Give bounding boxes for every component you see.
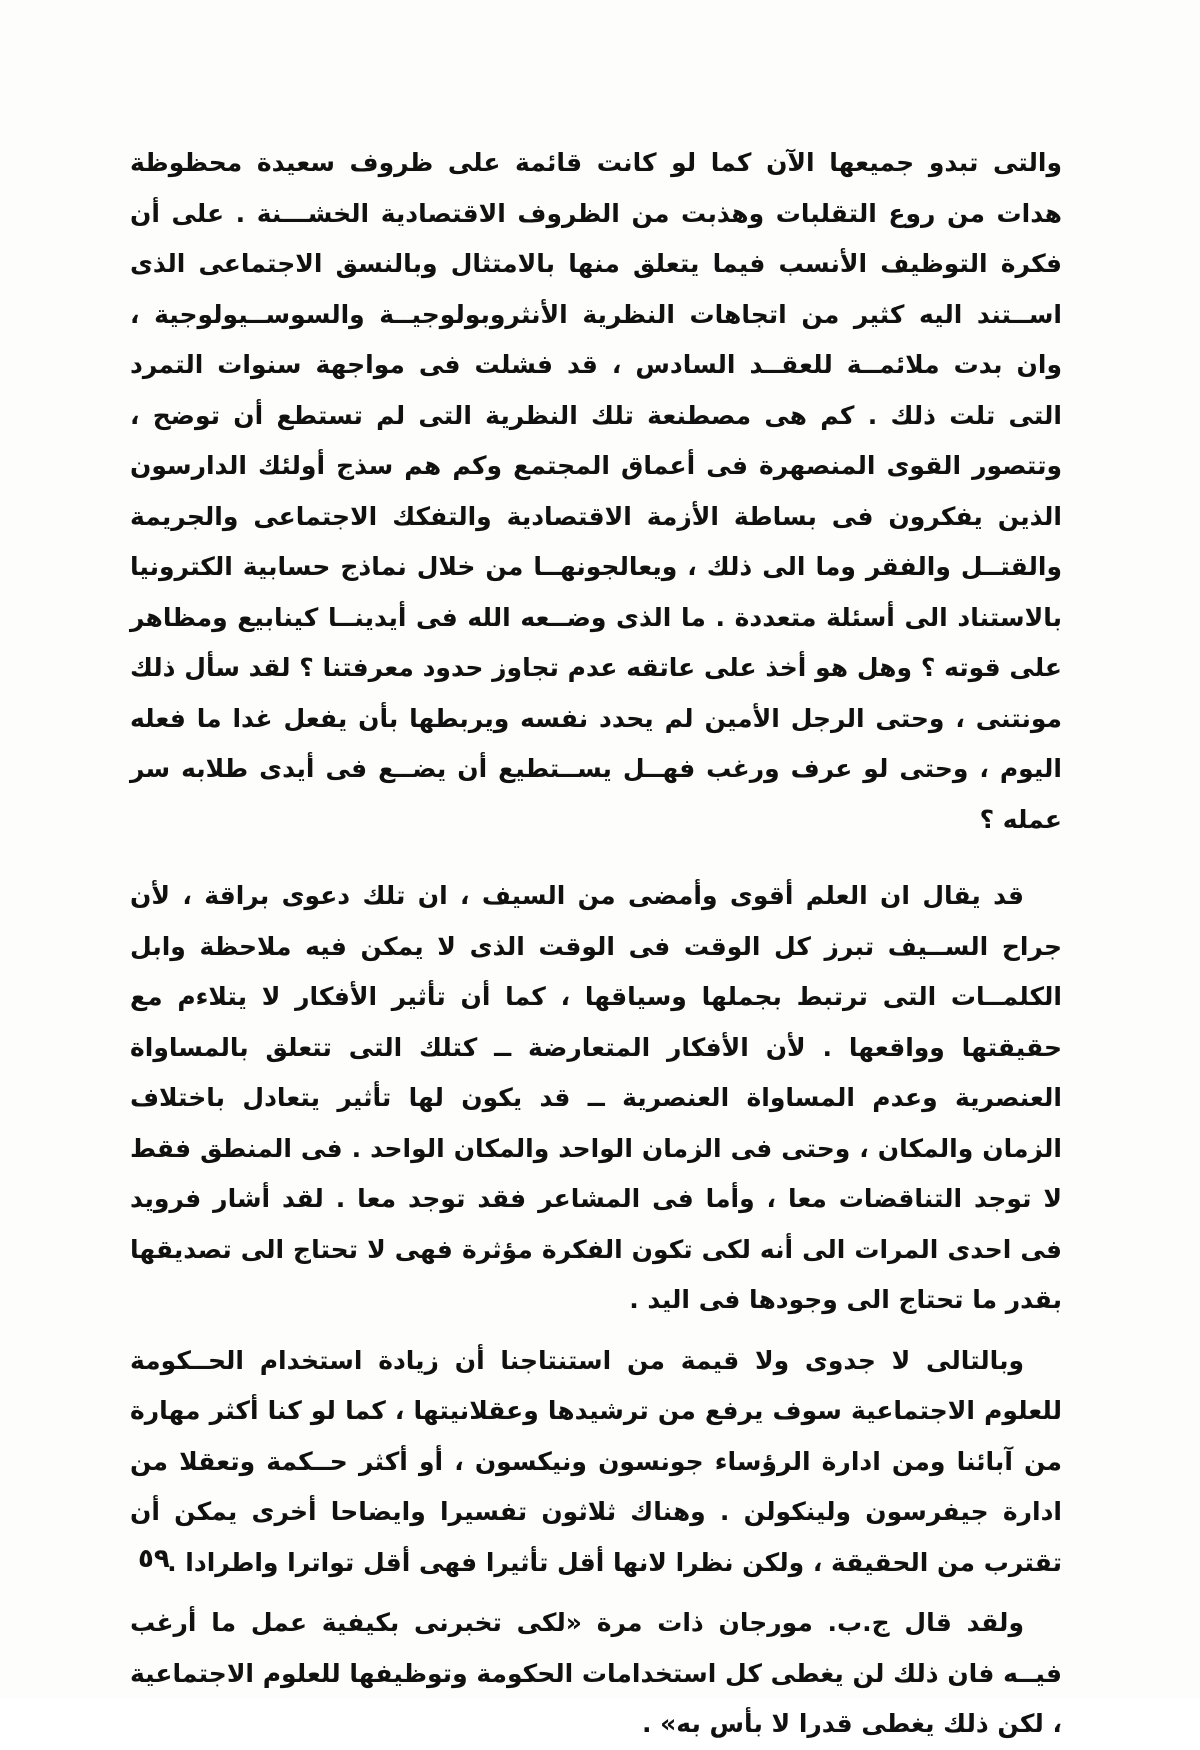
paragraph-3: وبالتالى لا جدوى ولا قيمة من استنتاجنا أن زيادة استخدام الحــكومة للعلوم الاجتماعية سوف يرفع من ترشيدها وعقلانيتها ، كما لو كنا أكثر مهارة من آبائنا ومن ادارة الرؤساء جونسون ونيكسون ، أو أكثر حــكمة وتعقلا من ادارة جيفرسون ولينكولن . وهناك ثلاثون تفسيرا وايضاحا أخرى يمكن أن تقترب من الحقيقة ، ولكن نظرا لانها أقل تأثيرا فهى أقل تواترا واطرادا . xyxy=(130,1345,1062,1577)
paragraph-1: والتى تبدو جميعها الآن كما لو كانت قائمة على ظروف سعيدة محظوظة هدات من روع التقلبات وهذبت من الظروف الاقتصادية الخشـــنة . على أن فكرة التوظيف الأنسب فيما يتعلق منها بالامتثال وبالنسق الاجتماعى الذى اســتند اليه كثير من اتجاهات النظرية الأنثروبولوجيــة والسوســيولوجية ، وان بدت ملائمــة للعقــد السادس ، قد فشلت فى مواجهة سنوات التمرد التى تلت ذلك . كم هى مصطنعة تلك النظرية التى لم تستطع أن توضح ، وتتصور القوى المنصهرة فى أعماق المجتمع وكم هم سذج أولئك الدارسون الذين يفكرون فى بساطة الأزمة الاقتصادية والتفكك الاجتماعى والجريمة والقتــل والفقر وما الى ذلك ، ويعالجونهــا من خلال نماذج حسابية الكترونيا بالاستناد الى أسئلة متعددة . ما الذى وضــعه الله فى أيدينــا كينابيع ومظاهر على قوته ؟ وهل هو أخذ على عاتقه عدم تجاوز حدود معرفتنا ؟ لقد سأل ذلك مونتنى ، وحتى الرجل الأمين لم يحدد نفسه ويربطها بأن يفعل غدا ما فعله اليوم ، وحتى لو عرف ورغب فهــل يســتطيع أن يضــع فى أيدى طلابه سر عمله ؟ xyxy=(130,148,1062,834)
body-text xyxy=(130,138,1062,1750)
paragraph-4: ولقد قال ج.ب. مورجان ذات مرة «لكى تخبرنى بكيفية عمل ما أرغب فيــه فان ذلك لن يغطى كل استخدامات الحكومة وتوظيفها للعلوم الاجتماعية ، لكن ذلك يغطى قدرا لا بأس به» . xyxy=(130,1608,1062,1738)
page-number: ٥٩ xyxy=(138,1544,170,1574)
paragraph-2: قد يقال ان العلم أقوى وأمضى من السيف ، ان تلك دعوى براقة ، لأن جراح الســيف تبرز كل الوقت فى الوقت الذى لا يمكن فيه ملاحظة وابل الكلمــات التى ترتبط بجملها وسياقها ، كما أن تأثير الأفكار لا يتلاءم مع حقيقتها وواقعها . لأن الأفكار المتعارضة ــ كتلك التى تتعلق بالمساواة العنصرية وعدم المساواة العنصرية ــ قد يكون لها تأثير يتعادل باختلاف الزمان والمكان ، وحتى فى الزمان الواحد والمكان الواحد . فى المنطق فقط لا توجد التناقضات معا ، وأما فى المشاعر فقد توجد معا . لقد أشار فرويد فى احدى المرات الى أنه لكى تكون الفكرة مؤثرة فهى لا تحتاج الى تصديقها بقدر ما تحتاج الى وجودها فى اليد . xyxy=(130,881,1062,1314)
